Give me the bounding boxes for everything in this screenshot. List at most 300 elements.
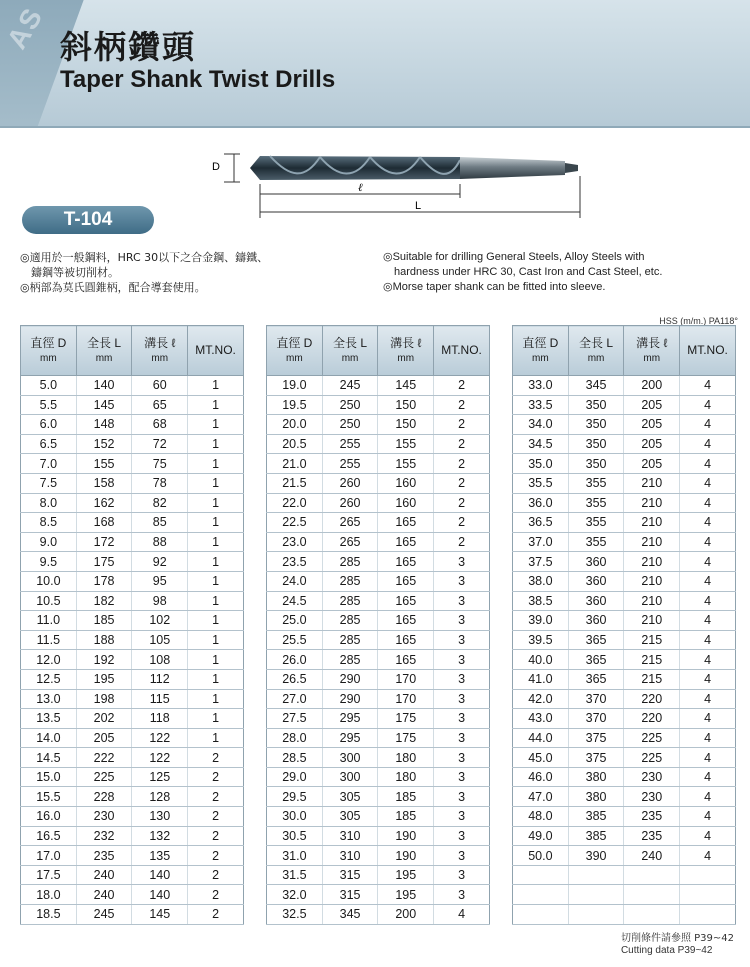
- table-cell: 210: [624, 532, 680, 552]
- table-row: [21, 493, 244, 513]
- column-header: [434, 326, 490, 376]
- table-cell: 158: [76, 473, 132, 493]
- column-header-unit: mm: [532, 352, 549, 364]
- column-header-label: 溝長 ℓ: [636, 335, 668, 350]
- table-cell: 118: [132, 709, 188, 729]
- table-cell: 1: [188, 709, 244, 729]
- table-cell: 5.5: [21, 395, 77, 415]
- table-row: [267, 846, 490, 866]
- table-cell: 1: [188, 591, 244, 611]
- table-row: [21, 865, 244, 885]
- table-cell: 2: [434, 513, 490, 533]
- table-cell: 1: [188, 473, 244, 493]
- table-cell: 125: [132, 767, 188, 787]
- table-cell: 235: [624, 826, 680, 846]
- table-cell: 172: [76, 532, 132, 552]
- table-row: [21, 650, 244, 670]
- table-cell: 3: [434, 748, 490, 768]
- table-cell: 260: [322, 473, 378, 493]
- table-cell: 1: [188, 434, 244, 454]
- table-cell: 4: [680, 787, 736, 807]
- note-zh-line: ◎適用於一般鋼料，HRC 30以下之合金鋼、鑄鐵、: [20, 251, 269, 264]
- table-cell: 19.5: [267, 395, 323, 415]
- table-row: [21, 473, 244, 493]
- table-cell: 20.5: [267, 434, 323, 454]
- table-cell: 3: [434, 865, 490, 885]
- table-cell: 165: [378, 591, 434, 611]
- table-cell: 160: [378, 473, 434, 493]
- table-row: [21, 532, 244, 552]
- table-cell: 1: [188, 630, 244, 650]
- table-cell: 295: [322, 709, 378, 729]
- table-cell: 50.0: [513, 846, 569, 866]
- table-row: [267, 826, 490, 846]
- column-header-unit: mm: [587, 352, 605, 364]
- table-cell: 2: [434, 434, 490, 454]
- table-cell: 43.0: [513, 709, 569, 729]
- table-cell: 285: [322, 571, 378, 591]
- table-cell: 4: [680, 669, 736, 689]
- table-cell: 165: [378, 532, 434, 552]
- table-cell: 355: [568, 473, 624, 493]
- table-cell: 32.5: [267, 905, 323, 925]
- table-cell: 2: [188, 748, 244, 768]
- table-row: [267, 395, 490, 415]
- table-cell: [680, 905, 736, 925]
- table-row: [21, 513, 244, 533]
- table-cell: 360: [568, 571, 624, 591]
- table-cell: 195: [378, 885, 434, 905]
- footer-note: [621, 933, 734, 957]
- table-cell: 178: [76, 571, 132, 591]
- table-cell: 2: [188, 905, 244, 925]
- table-cell: 3: [434, 807, 490, 827]
- table-row: [21, 826, 244, 846]
- table-row: [513, 905, 736, 925]
- table-cell: 155: [378, 434, 434, 454]
- table-cell: 6.5: [21, 434, 77, 454]
- note-zh-line: 鑄鋼等被切削材。: [20, 266, 119, 279]
- table-cell: 350: [568, 415, 624, 435]
- table-row: [21, 748, 244, 768]
- table-cell: 250: [322, 395, 378, 415]
- table-cell: 135: [132, 846, 188, 866]
- table-row: [267, 905, 490, 925]
- table-cell: 27.5: [267, 709, 323, 729]
- table-cell: 390: [568, 846, 624, 866]
- notes-zh: [20, 250, 350, 295]
- table-cell: 12.0: [21, 650, 77, 670]
- table-cell: 225: [76, 767, 132, 787]
- table-cell: [624, 885, 680, 905]
- table-cell: 175: [378, 728, 434, 748]
- table-row: [513, 454, 736, 474]
- table-row: [513, 611, 736, 631]
- table-cell: 35.5: [513, 473, 569, 493]
- table-cell: 365: [568, 650, 624, 670]
- table-cell: 222: [76, 748, 132, 768]
- table-cell: 1: [188, 611, 244, 631]
- table-row: [21, 376, 244, 396]
- table-cell: 210: [624, 571, 680, 591]
- table-row: [21, 669, 244, 689]
- column-header-label: 直徑 D: [276, 335, 313, 350]
- column-header: [188, 326, 244, 376]
- table-cell: 4: [680, 748, 736, 768]
- table-cell: 205: [624, 415, 680, 435]
- table-row: [513, 689, 736, 709]
- table-cell: 188: [76, 630, 132, 650]
- table-cell: 44.0: [513, 728, 569, 748]
- table-cell: 132: [132, 826, 188, 846]
- table-row: [513, 415, 736, 435]
- table-cell: 29.0: [267, 767, 323, 787]
- table-row: [267, 532, 490, 552]
- table-cell: 245: [76, 905, 132, 925]
- column-header-label: 全長 L: [333, 335, 368, 350]
- table-cell: 155: [378, 454, 434, 474]
- table-cell: 1: [188, 728, 244, 748]
- table-cell: 245: [322, 376, 378, 396]
- table-cell: 12.5: [21, 669, 77, 689]
- table-row: [267, 689, 490, 709]
- table-cell: 4: [680, 454, 736, 474]
- table-cell: 228: [76, 787, 132, 807]
- table-cell: 35.0: [513, 454, 569, 474]
- table-row: [267, 787, 490, 807]
- table-cell: 152: [76, 434, 132, 454]
- table-cell: 220: [624, 689, 680, 709]
- table-cell: 3: [434, 689, 490, 709]
- column-header-unit: mm: [643, 352, 661, 364]
- table-cell: 165: [378, 571, 434, 591]
- table-cell: 26.0: [267, 650, 323, 670]
- note-en-line: hardness under HRC 30, Cast Iron and Cast Steel, etc.: [383, 266, 663, 278]
- table-cell: 18.5: [21, 905, 77, 925]
- table-cell: 210: [624, 611, 680, 631]
- column-header-unit: mm: [341, 352, 359, 364]
- diagram-label-total: L: [415, 200, 422, 212]
- table-cell: 27.0: [267, 689, 323, 709]
- table-row: [267, 552, 490, 572]
- table-cell: 22.5: [267, 513, 323, 533]
- table-row: [267, 376, 490, 396]
- table-cell: 1: [188, 395, 244, 415]
- table-cell: 28.5: [267, 748, 323, 768]
- table-cell: 3: [434, 669, 490, 689]
- table-cell: 140: [76, 376, 132, 396]
- table-cell: 375: [568, 748, 624, 768]
- table-cell: 4: [680, 552, 736, 572]
- table-cell: 1: [188, 415, 244, 435]
- page-header: [0, 0, 750, 128]
- table-cell: 15.5: [21, 787, 77, 807]
- table-cell: 30.0: [267, 807, 323, 827]
- table-cell: 148: [76, 415, 132, 435]
- spec-table-2: [266, 325, 490, 925]
- table-cell: [513, 905, 569, 925]
- table-cell: 198: [76, 689, 132, 709]
- table-cell: 36.0: [513, 493, 569, 513]
- table-row: [513, 846, 736, 866]
- table-cell: 1: [188, 454, 244, 474]
- table-cell: 68: [132, 415, 188, 435]
- column-header-unit: mm: [151, 352, 169, 364]
- table-cell: 380: [568, 767, 624, 787]
- table-cell: 365: [568, 630, 624, 650]
- column-header-label: 全長 L: [87, 335, 122, 350]
- table-cell: 4: [680, 728, 736, 748]
- table-cell: 112: [132, 669, 188, 689]
- table-cell: 260: [322, 493, 378, 513]
- table-cell: 122: [132, 728, 188, 748]
- table-cell: 3: [434, 885, 490, 905]
- table-cell: 108: [132, 650, 188, 670]
- table-cell: 16.5: [21, 826, 77, 846]
- table-cell: 285: [322, 611, 378, 631]
- table-row: [513, 748, 736, 768]
- table-row: [513, 787, 736, 807]
- page-title-en: Taper Shank Twist Drills: [60, 66, 336, 93]
- table-cell: 285: [322, 552, 378, 572]
- table-cell: 310: [322, 846, 378, 866]
- table-cell: 310: [322, 826, 378, 846]
- table-cell: 48.0: [513, 807, 569, 827]
- table-cell: 2: [188, 767, 244, 787]
- table-cell: 210: [624, 473, 680, 493]
- table-cell: 225: [624, 728, 680, 748]
- table-row: [267, 513, 490, 533]
- table-cell: 11.5: [21, 630, 77, 650]
- table-row: [267, 434, 490, 454]
- table-row: [267, 728, 490, 748]
- table-cell: 3: [434, 767, 490, 787]
- table-cell: 29.5: [267, 787, 323, 807]
- table-cell: 98: [132, 591, 188, 611]
- table-cell: 3: [434, 709, 490, 729]
- table-row: [21, 571, 244, 591]
- table-row: [267, 709, 490, 729]
- table-row: [513, 532, 736, 552]
- table-cell: 2: [434, 532, 490, 552]
- table-cell: 182: [76, 591, 132, 611]
- footer-en: Cutting data P39~42: [620, 945, 713, 956]
- table-cell: 380: [568, 787, 624, 807]
- table-cell: 46.0: [513, 767, 569, 787]
- spec-label: HSS (m/m.) PA118°: [659, 316, 738, 326]
- table-cell: 21.0: [267, 454, 323, 474]
- table-cell: 175: [378, 709, 434, 729]
- table-cell: 37.0: [513, 532, 569, 552]
- table-row: [513, 865, 736, 885]
- column-header: [21, 326, 77, 376]
- table-cell: 210: [624, 513, 680, 533]
- column-header-label: 溝長 ℓ: [144, 335, 176, 350]
- table-cell: 190: [378, 846, 434, 866]
- table-cell: 128: [132, 787, 188, 807]
- table-cell: 240: [624, 846, 680, 866]
- table-cell: 37.5: [513, 552, 569, 572]
- table-row: [21, 728, 244, 748]
- table-cell: 230: [624, 767, 680, 787]
- table-cell: 150: [378, 415, 434, 435]
- table-row: [513, 709, 736, 729]
- page-title-zh: 斜柄鑽頭: [60, 28, 197, 66]
- table-cell: 34.0: [513, 415, 569, 435]
- table-cell: 295: [322, 728, 378, 748]
- table-cell: 345: [568, 376, 624, 396]
- column-header: [680, 326, 736, 376]
- table-cell: 180: [378, 767, 434, 787]
- table-cell: 95: [132, 571, 188, 591]
- table-cell: 285: [322, 630, 378, 650]
- table-cell: 1: [188, 493, 244, 513]
- table-cell: 1: [188, 669, 244, 689]
- column-header-label: 全長 L: [579, 335, 614, 350]
- table-cell: 230: [624, 787, 680, 807]
- column-header: [378, 326, 434, 376]
- table-row: [21, 591, 244, 611]
- table-cell: 102: [132, 611, 188, 631]
- table-cell: 210: [624, 552, 680, 572]
- table-cell: 4: [434, 905, 490, 925]
- column-header-label: MT.NO.: [687, 343, 728, 357]
- table-cell: [568, 865, 624, 885]
- table-cell: 210: [624, 493, 680, 513]
- table-cell: 232: [76, 826, 132, 846]
- table-cell: 23.5: [267, 552, 323, 572]
- table-cell: 285: [322, 591, 378, 611]
- notes-en: [383, 250, 743, 295]
- table-cell: 26.5: [267, 669, 323, 689]
- table-cell: 25.5: [267, 630, 323, 650]
- table-cell: 4: [680, 650, 736, 670]
- table-cell: 185: [378, 787, 434, 807]
- table-cell: 300: [322, 748, 378, 768]
- table-cell: 255: [322, 434, 378, 454]
- table-cell: 4: [680, 611, 736, 631]
- table-cell: 2: [434, 395, 490, 415]
- table-cell: [624, 905, 680, 925]
- table-row: [513, 434, 736, 454]
- table-cell: 350: [568, 395, 624, 415]
- table-cell: 250: [322, 415, 378, 435]
- column-header: [513, 326, 569, 376]
- table-cell: 65: [132, 395, 188, 415]
- table-cell: 6.0: [21, 415, 77, 435]
- table-cell: 3: [434, 591, 490, 611]
- table-cell: 145: [378, 376, 434, 396]
- table-cell: 14.0: [21, 728, 77, 748]
- table-cell: 385: [568, 807, 624, 827]
- table-cell: 3: [434, 826, 490, 846]
- table-row: [21, 709, 244, 729]
- table-row: [21, 454, 244, 474]
- table-cell: 34.5: [513, 434, 569, 454]
- table-cell: 265: [322, 532, 378, 552]
- table-cell: 24.0: [267, 571, 323, 591]
- table-cell: 36.5: [513, 513, 569, 533]
- table-cell: 4: [680, 376, 736, 396]
- diagram-label-flute: ℓ: [358, 182, 363, 194]
- table-cell: 40.0: [513, 650, 569, 670]
- table-cell: 10.5: [21, 591, 77, 611]
- table-cell: 3: [434, 552, 490, 572]
- table-cell: 202: [76, 709, 132, 729]
- column-header-label: 直徑 D: [30, 335, 67, 350]
- table-cell: 300: [322, 767, 378, 787]
- table-cell: 162: [76, 493, 132, 513]
- table-cell: 32.0: [267, 885, 323, 905]
- table-row: [513, 826, 736, 846]
- table-row: [267, 415, 490, 435]
- table-cell: 4: [680, 532, 736, 552]
- table-cell: 290: [322, 689, 378, 709]
- table-row: [513, 376, 736, 396]
- table-cell: 1: [188, 571, 244, 591]
- table-cell: 175: [76, 552, 132, 572]
- table-row: [267, 807, 490, 827]
- column-header-unit: mm: [95, 352, 113, 364]
- table-cell: 85: [132, 513, 188, 533]
- table-cell: 192: [76, 650, 132, 670]
- table-cell: 31.5: [267, 865, 323, 885]
- table-cell: 49.0: [513, 826, 569, 846]
- table-cell: 355: [568, 493, 624, 513]
- table-cell: 4: [680, 709, 736, 729]
- table-cell: 9.0: [21, 532, 77, 552]
- table-cell: 2: [188, 826, 244, 846]
- table-cell: [680, 885, 736, 905]
- table-row: [21, 434, 244, 454]
- spec-table-1: [20, 325, 244, 925]
- table-cell: 285: [322, 650, 378, 670]
- table-cell: 185: [378, 807, 434, 827]
- table-row: [513, 591, 736, 611]
- table-cell: 145: [76, 395, 132, 415]
- table-cell: 215: [624, 669, 680, 689]
- table-cell: 18.0: [21, 885, 77, 905]
- table-row: [513, 669, 736, 689]
- table-cell: 23.0: [267, 532, 323, 552]
- spec-table-3: [512, 325, 736, 925]
- table-cell: 345: [322, 905, 378, 925]
- table-cell: 315: [322, 885, 378, 905]
- table-cell: 360: [568, 591, 624, 611]
- table-cell: 82: [132, 493, 188, 513]
- table-cell: 4: [680, 415, 736, 435]
- table-cell: 39.5: [513, 630, 569, 650]
- table-cell: 19.0: [267, 376, 323, 396]
- table-cell: 2: [434, 493, 490, 513]
- table-cell: 375: [568, 728, 624, 748]
- table-cell: 7.0: [21, 454, 77, 474]
- table-cell: 370: [568, 709, 624, 729]
- table-cell: 3: [434, 650, 490, 670]
- note-en-line: ◎Morse taper shank can be fitted into sleeve.: [383, 281, 606, 293]
- table-cell: 170: [378, 689, 434, 709]
- drill-diagram: [210, 148, 590, 220]
- column-header-unit: mm: [397, 352, 415, 364]
- table-cell: 205: [624, 434, 680, 454]
- table-row: [21, 807, 244, 827]
- table-cell: 150: [378, 395, 434, 415]
- table-cell: 8.0: [21, 493, 77, 513]
- table-cell: 13.5: [21, 709, 77, 729]
- column-header-label: 溝長 ℓ: [390, 335, 422, 350]
- table-cell: 31.0: [267, 846, 323, 866]
- table-cell: 265: [322, 513, 378, 533]
